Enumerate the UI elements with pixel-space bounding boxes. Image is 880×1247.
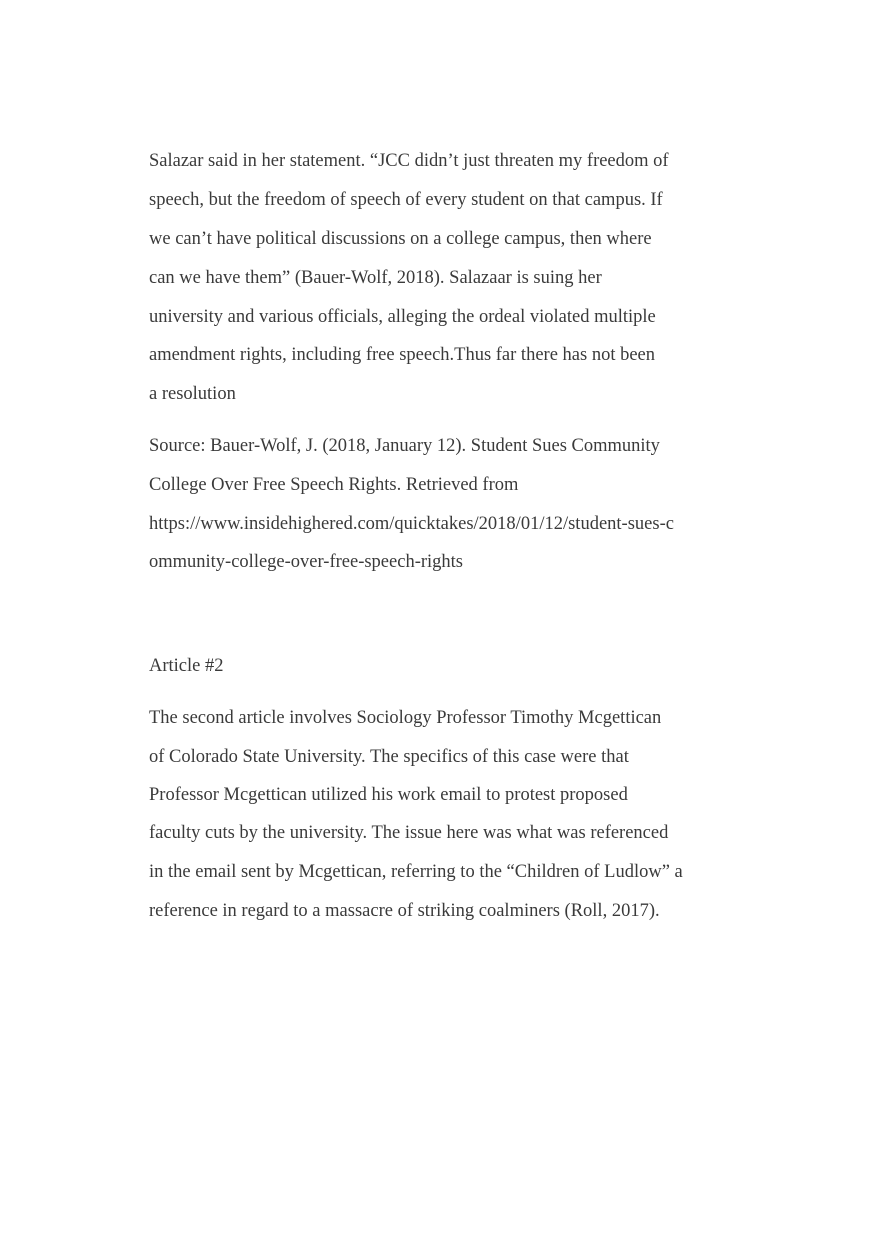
- text-line: The second article involves Sociology Professor Timothy Mcgettican: [149, 708, 662, 728]
- article-heading: Article #2: [149, 656, 224, 676]
- text-line: university and various officials, alleging the ordeal violated multiple: [149, 307, 656, 327]
- text-line: of Colorado State University. The specifics of this case were that: [149, 747, 629, 767]
- text-line: in the email sent by Mcgettican, referring to the “Children of Ludlow” a: [149, 862, 683, 882]
- citation-url-line: https://www.insidehighered.com/quicktakes/2018/01/12/student-sues-c: [149, 514, 674, 534]
- text-line: a resolution: [149, 384, 236, 404]
- citation-url-line: ommunity-college-over-free-speech-rights: [149, 552, 463, 572]
- text-line: we can’t have political discussions on a college campus, then where: [149, 229, 652, 249]
- text-line: speech, but the freedom of speech of every student on that campus. If: [149, 190, 663, 210]
- text-line: amendment rights, including free speech.Thus far there has not been: [149, 345, 656, 365]
- text-line: Professor Mcgettican utilized his work email to protest proposed: [149, 785, 628, 805]
- citation-line: Source: Bauer-Wolf, J. (2018, January 12). Student Sues Community: [149, 436, 660, 456]
- citation-line: College Over Free Speech Rights. Retrieved from: [149, 475, 519, 495]
- text-line: reference in regard to a massacre of striking coalminers (Roll, 2017).: [149, 901, 660, 921]
- text-line: can we have them” (Bauer-Wolf, 2018). Salazaar is suing her: [149, 268, 602, 288]
- text-line: faculty cuts by the university. The issue here was what was referenced: [149, 823, 669, 843]
- text-line: Salazar said in her statement. “JCC didn’t just threaten my freedom of: [149, 151, 669, 171]
